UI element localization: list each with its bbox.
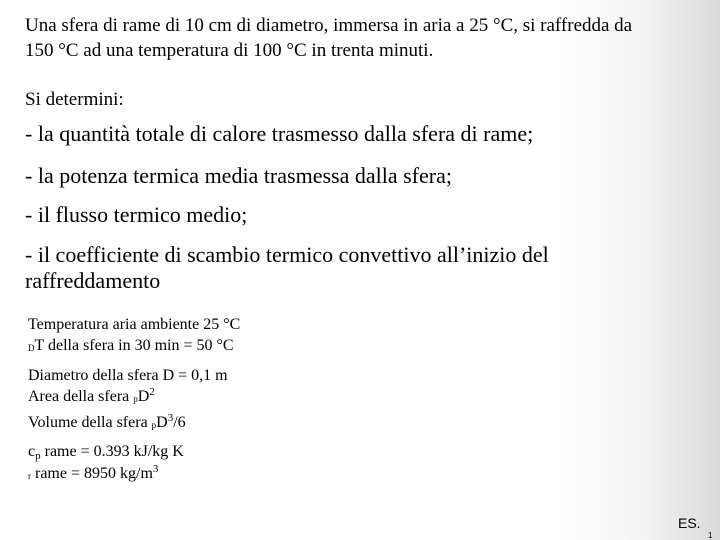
rho-exponent: 3 — [152, 463, 159, 475]
slide-number: 1 — [708, 531, 713, 540]
cp-subscript: p — [35, 450, 41, 462]
request-item-heat: - la quantità totale di calore trasmesso dalla sfera di rame; — [25, 121, 534, 146]
data-specific-heat — [28, 441, 184, 462]
area-label: Area della sfera — [28, 388, 134, 405]
volume-tail: /6 — [173, 414, 186, 431]
request-heading: Si determini: — [25, 89, 124, 110]
exercise-label: ES. — [678, 515, 701, 531]
request-item-flux: - il flusso termico medio; — [25, 202, 248, 227]
volume-exponent: 3 — [167, 412, 174, 424]
request-item-coefficient: - il coefficiente di scambio termico convettivo all’inizio del raffreddamento — [25, 242, 549, 293]
pi-symbol: p — [133, 394, 138, 404]
delta-symbol: D — [28, 343, 35, 353]
delta-t-text: T della sfera in 30 min = 50 °C — [34, 337, 234, 354]
data-volume — [28, 412, 186, 436]
data-air-temperature: Temperatura aria ambiente 25 °C — [28, 316, 241, 333]
area-exponent: 2 — [149, 386, 155, 398]
data-density — [28, 463, 158, 487]
pi-symbol-volume: p — [151, 420, 157, 430]
data-delta-t — [28, 335, 234, 359]
data-area — [28, 386, 155, 410]
volume-label: Volume della sfera — [28, 414, 152, 431]
cp-text: rame = 0.393 kJ/kg K — [40, 443, 184, 460]
rho-text: rame = 8950 kg/m — [31, 465, 153, 482]
data-diameter: Diametro della sfera D = 0,1 m — [28, 367, 228, 384]
volume-variable: D — [156, 414, 168, 431]
request-item-power: - la potenza termica media trasmessa dalla sfera; — [25, 163, 452, 188]
area-variable: D — [137, 388, 150, 405]
rho-symbol: r — [28, 471, 31, 481]
cp-variable: c — [28, 443, 36, 460]
problem-statement: Una sfera di rame di 10 cm di diametro, immersa in aria a 25 °C, si raffredda da 150 °C ad una temperatura di 100 °C in trenta minuti. — [25, 15, 633, 61]
